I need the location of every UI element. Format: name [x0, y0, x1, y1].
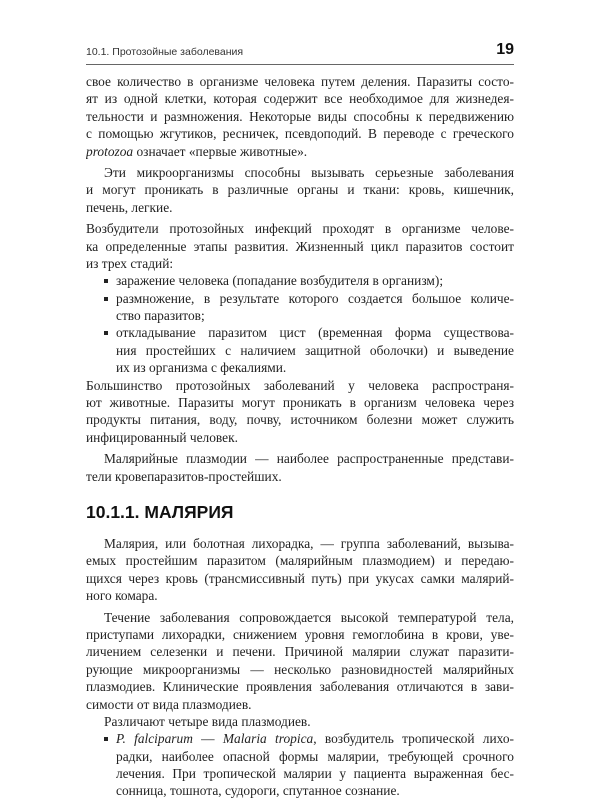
latin-term: protozoa — [86, 143, 134, 159]
text-line: размножение, в результате которого создается большое количе- — [86, 290, 514, 307]
text-line: лечения. При тропической малярии у пациента выраженная бес- — [116, 766, 514, 782]
list-item — [86, 324, 514, 376]
text-line: тельности и размножения. Некоторые виды способны к передвижению — [86, 108, 514, 124]
text-line — [86, 143, 514, 160]
list-item — [86, 730, 514, 800]
text-line: Малярийные плазмодии — наиболее распространенные представи- — [104, 451, 514, 467]
text-line: заражение человека (попадание возбудителя в организм); — [86, 272, 514, 289]
text-line: их из организма с фекалиями. — [116, 360, 287, 376]
paragraph-5 — [86, 450, 514, 485]
text-line: печень, легкие. — [86, 199, 173, 215]
bullet-icon — [104, 297, 108, 301]
text-line: P. falciparum — Malaria tropica, возбудитель тропической лихо- — [86, 730, 514, 747]
text-line: с помощью жгутиков, ресничек, псевдоподий. В переводе с греческого — [86, 126, 514, 142]
text-line: и могут проникать в различные органы и ткани: кровь, кишечник, — [86, 182, 514, 198]
text-line: ного комара. — [86, 588, 158, 604]
text-line: щихся через кровь (трансмиссивный путь) при укусах самки малярий- — [86, 570, 514, 586]
species-list — [86, 730, 514, 800]
text-line: тели кровепаразитов-простейших. — [86, 468, 282, 484]
text-line: приступами лихорадки, снижением уровня гемоглобина в крови, уве- — [86, 626, 514, 642]
text-line: Малярия, или болотная лихорадка, — группа заболеваний, вызыва- — [104, 535, 514, 551]
text-line: рующие микроорганизмы — несколько разновидностей малярийных — [86, 661, 514, 677]
bullet-icon — [104, 737, 108, 741]
page-number: 19 — [496, 41, 514, 58]
text-line: из трех стадий: — [86, 255, 174, 271]
text-line: свое количество в организме человека путем деления. Паразиты состо- — [86, 74, 514, 89]
page-body — [86, 73, 514, 800]
text-line: ют животные. Паразиты могут проникать в организм человека через — [86, 395, 514, 411]
text-line: ят из одной клетки, которая содержит все необходимое для жизнедея- — [86, 91, 514, 107]
paragraph-4 — [86, 377, 514, 447]
text-line: ка определенные этапы развития. Жизненный цикл паразитов состоит — [86, 238, 514, 254]
paragraph-2 — [86, 164, 514, 216]
paragraph-3 — [86, 220, 514, 272]
text-line: ния простейших с наличием защитной оболочки) и выведение — [116, 342, 514, 358]
bullet-icon — [104, 279, 108, 283]
text-line: симости от вида плазмодиев. — [86, 696, 252, 712]
species-name: P. falciparum — [116, 731, 193, 747]
text-line: инфицированный человек. — [86, 429, 238, 445]
text-line: радки, наиболее опасной формы малярии, требующей срочного — [116, 748, 514, 764]
text-line: Возбудители протозойных инфекций проходят в организме челове- — [86, 221, 514, 237]
list-item — [86, 290, 514, 325]
paragraph-6 — [86, 535, 514, 605]
text-line: емых простейшим паразитом (малярийным плазмодием) и передаю- — [86, 553, 514, 569]
running-head — [86, 42, 514, 65]
species-alias: Malaria tropica — [222, 731, 314, 747]
stages-list — [86, 272, 514, 376]
running-head-title: 10.1. Протозойные заболевания — [86, 46, 244, 58]
text-line: продукты питания, воду, почву, источником болезни может служить — [86, 412, 514, 428]
paragraph-7 — [86, 609, 514, 713]
list-item — [86, 272, 514, 289]
text-line: Эти микроорганизмы способны вызывать серьезные заболевания — [104, 164, 514, 180]
text-line: ство паразитов; — [116, 308, 205, 324]
bullet-icon — [104, 331, 108, 335]
section-heading: 10.1.1. МАЛЯРИЯ — [86, 501, 234, 522]
text-line: сонница, тошнота, судороги, спутанное сознание. — [116, 783, 400, 799]
text-fragment: означает «первые животные». — [133, 143, 308, 159]
paragraph-8: Различают четыре вида плазмодиев. — [104, 713, 311, 729]
text-line: Течение заболевания сопровождается высокой температурой тела, — [104, 609, 514, 625]
text-line: Большинство протозойных заболеваний у человека распространя- — [86, 377, 514, 393]
text-line: личением селезенки и печени. Причиной малярии служат паразити- — [86, 644, 514, 660]
paragraph-1 — [86, 73, 514, 160]
text-line: откладывание паразитом цист (временная форма существова- — [86, 324, 514, 341]
text-line: плазмодиев. Клинические проявления заболевания отличаются в зави- — [86, 679, 514, 695]
